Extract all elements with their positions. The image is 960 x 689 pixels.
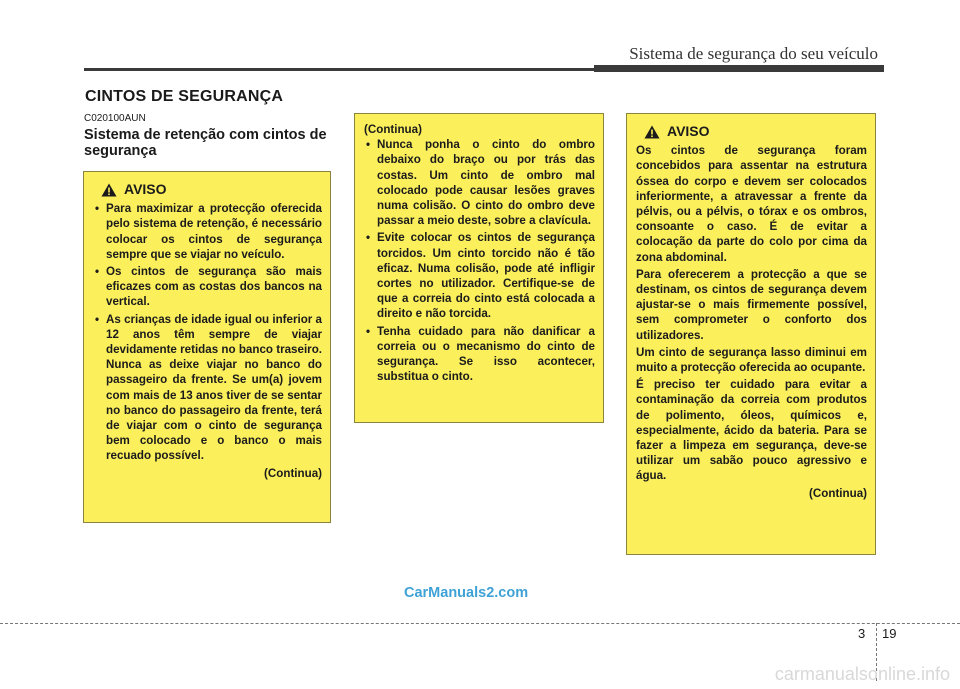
section-code: C020100AUN <box>84 113 146 124</box>
list-item: • Evite colocar os cintos de segurança torcidos. Um cinto torcido não é tão eficaz. Numa colisão, pode até infligir cortes no utilizador. Certifique-se de que a correia do cinto está colocada a direito e não torcida. <box>364 230 595 321</box>
warning-label: AVISO <box>667 123 710 139</box>
paragraph: Os cintos de segurança foram concebidos para assentar na estrutura óssea do corpo e devem ser colocados inferiormente, a atravessar a frente da pélvis, ou a pélvis, o tórax e os ombros, consoante o caso. É de evitar a colocação da parte do colo por cima da zona abdominal. <box>636 144 867 264</box>
footer-divider <box>0 623 960 624</box>
paragraph: Para oferecerem a protecção a que se destinam, os cintos de segurança devem ajustar-se o mais firmemente possível, sem comprometer o conforto dos utilizadores. <box>636 267 867 342</box>
section-subtitle: Sistema de retenção com cintos de segurança <box>84 127 327 159</box>
continued-heading: (Continua) <box>364 123 422 136</box>
list-item: • Os cintos de segurança são mais eficazes com as costas dos bancos na vertical. <box>93 264 322 310</box>
warning-triangle-icon <box>101 183 117 197</box>
paragraph: Um cinto de segurança lasso diminui em muito a protecção oferecida ao ocupante. <box>636 345 867 375</box>
list-item: • Nunca ponha o cinto do ombro debaixo do braço ou por trás das costas. Um cinto de ombro mal colocado pode causar lesões graves numa colisão. O cinto do ombro deve passar a meio deste, sobre a clavícula. <box>364 137 595 228</box>
continued-note: (Continua) <box>809 486 867 500</box>
warning-triangle-icon <box>644 125 660 139</box>
list-item: • Tenha cuidado para não danificar a correia ou o mecanismo do cinto de segurança. Se isso acontecer, substitua o cinto. <box>364 324 595 385</box>
warning-box-1 <box>83 171 331 523</box>
page-number: 19 <box>882 626 897 641</box>
warning-box-3 <box>626 113 876 555</box>
warning-heading <box>636 124 867 139</box>
footer-site-watermark: carmanualsonline.info <box>774 664 950 684</box>
list-item: • As crianças de idade igual ou inferior a 12 anos têm sempre de viajar devidamente retidas no banco traseiro. Nunca as deixe viajar no banco do passageiro da frente. Se um(a) jovem com mais de 13 anos tiver de se sentar no banco do passageiro da frente, terá de viajar com o cinto de segurança bem colocado e o banco o mais recuado possível. <box>93 312 322 464</box>
section-title: CINTOS DE SEGURANÇA <box>85 88 284 105</box>
warning-label: AVISO <box>124 181 167 197</box>
paragraph: É preciso ter cuidado para evitar a contaminação da correia com produtos de polimento, óleos, químicos e, especialmente, ácido da bateria. Para se fazer a limpeza em segurança, deve-se utilizar um sabão pouco agressivo e água. <box>636 378 867 483</box>
section-number: 3 <box>858 626 866 641</box>
watermark-link[interactable]: CarManuals2.com <box>404 585 529 601</box>
warning-box-2 <box>354 113 604 423</box>
header-rule-accent <box>594 65 884 72</box>
warning-heading <box>93 182 322 197</box>
list-item: • Para maximizar a protecção oferecida pelo sistema de retenção, é necessário colocar os cintos de segurança sempre que se viajar no veículo. <box>93 201 322 262</box>
continued-note: (Continua) <box>264 466 322 480</box>
page-header-title: Sistema de segurança do seu veículo <box>629 44 878 63</box>
